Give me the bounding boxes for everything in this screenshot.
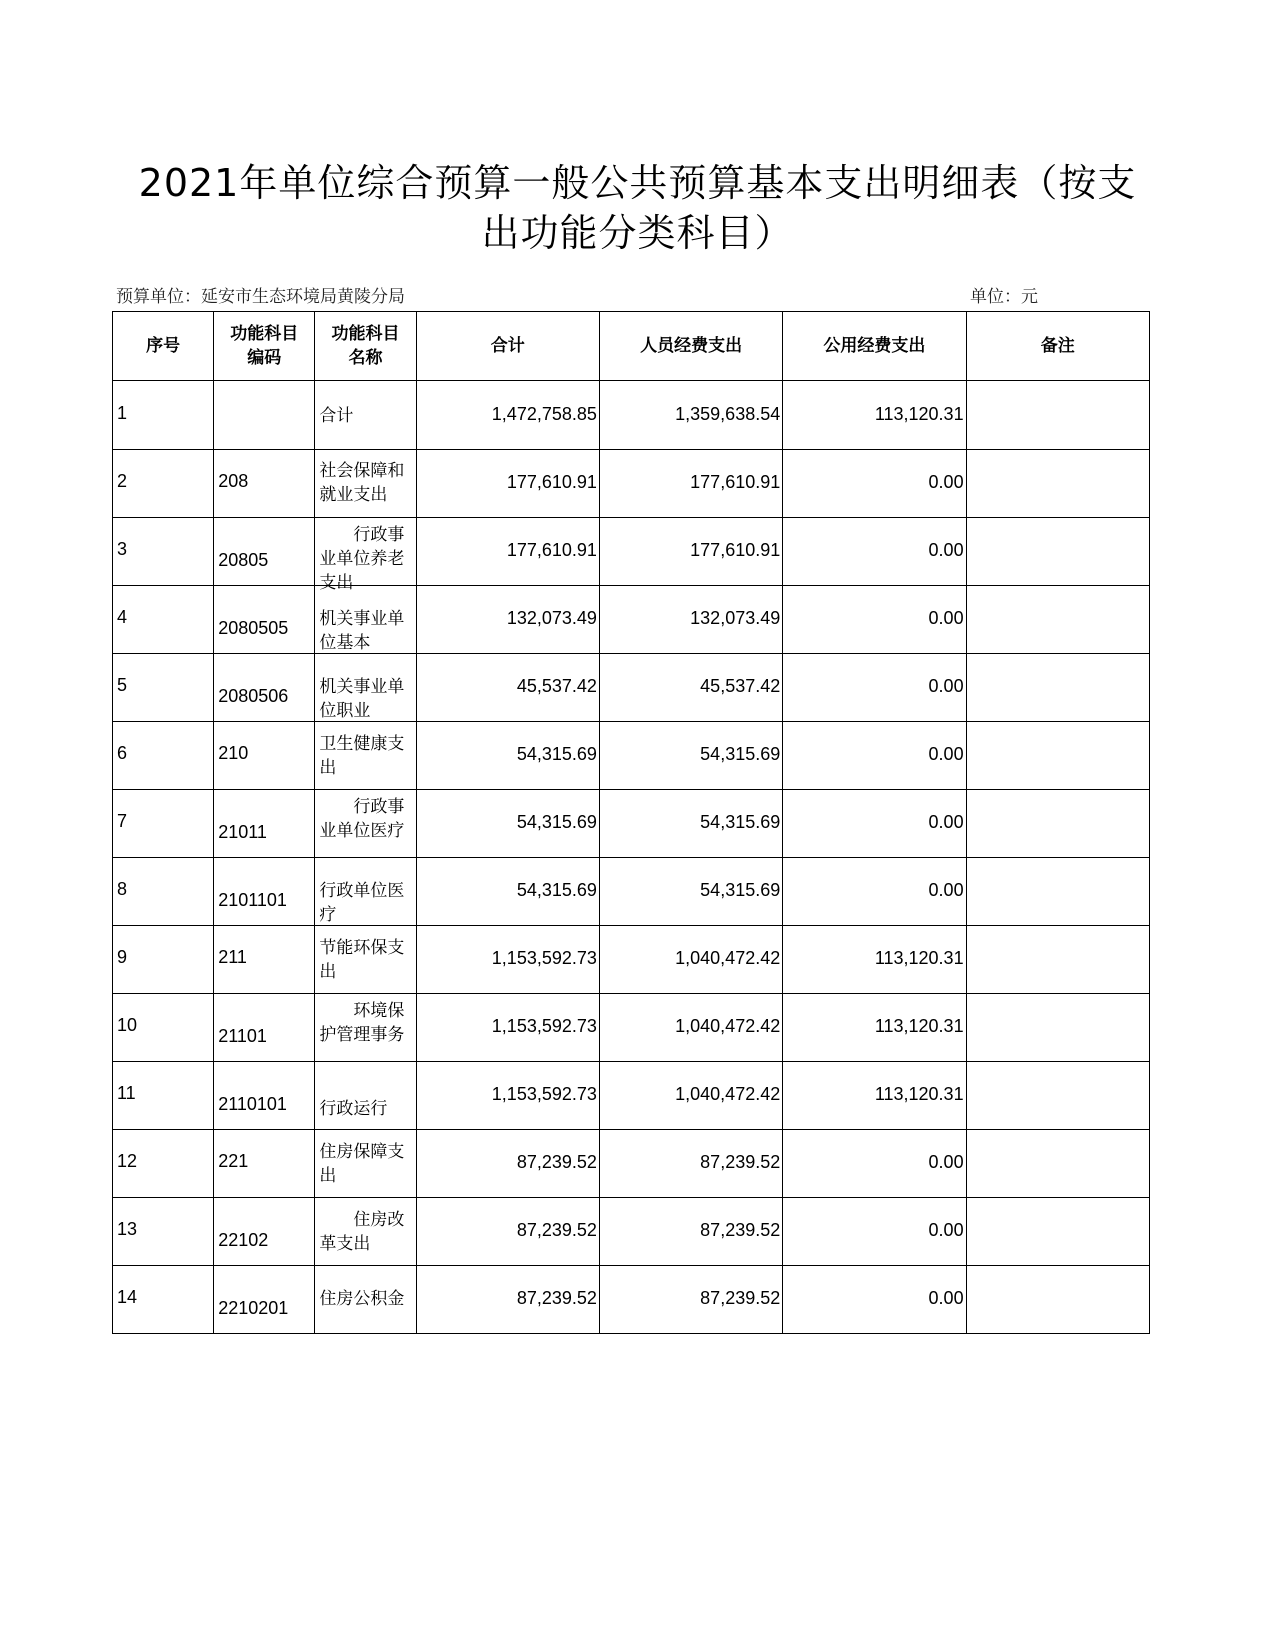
cell-name — [315, 1266, 416, 1334]
cell-name — [315, 722, 416, 790]
cell-name-text: 行政事业单位医疗 — [319, 796, 405, 841]
header-remark: 备注 — [966, 312, 1149, 381]
table-row — [113, 450, 1150, 518]
cell-public: 0.00 — [783, 450, 966, 518]
cell-personnel: 54,315.69 — [599, 858, 782, 926]
cell-total: 87,239.52 — [416, 1130, 599, 1198]
cell-public: 0.00 — [783, 1266, 966, 1334]
cell-code: 20805 — [214, 518, 315, 586]
table-row — [113, 790, 1150, 858]
header-personnel: 人员经费支出 — [599, 312, 782, 381]
table-row — [113, 1198, 1150, 1266]
cell-name — [315, 518, 416, 593]
cell-remark — [966, 790, 1149, 858]
cell-personnel: 45,537.42 — [599, 654, 782, 722]
cell-public: 0.00 — [783, 1130, 966, 1198]
cell-remark — [966, 586, 1149, 654]
cell-seq: 5 — [113, 654, 214, 722]
cell-total: 87,239.52 — [416, 1198, 599, 1266]
cell-remark — [966, 381, 1149, 450]
cell-public: 0.00 — [783, 722, 966, 790]
table-row — [113, 722, 1150, 790]
cell-seq: 1 — [113, 381, 214, 450]
header-code-text: 功能科目编码 — [230, 324, 299, 368]
cell-seq: 12 — [113, 1130, 214, 1198]
cell-code: 211 — [214, 926, 315, 994]
cell-total: 177,610.91 — [416, 450, 599, 518]
cell-personnel: 87,239.52 — [599, 1130, 782, 1198]
cell-code: 208 — [214, 450, 315, 518]
table-row — [113, 858, 1150, 926]
cell-name — [315, 790, 416, 858]
cell-seq: 13 — [113, 1198, 214, 1266]
cell-public: 0.00 — [783, 858, 966, 926]
cell-total: 177,610.91 — [416, 518, 599, 586]
cell-name-text: 节能环保支出 — [319, 937, 405, 982]
cell-public: 0.00 — [783, 518, 966, 586]
cell-name-text: 社会保障和就业支出 — [319, 460, 405, 505]
cell-personnel: 87,239.52 — [599, 1198, 782, 1266]
table-row — [113, 994, 1150, 1062]
cell-total: 1,153,592.73 — [416, 994, 599, 1062]
cell-seq: 8 — [113, 858, 214, 926]
cell-code: 221 — [214, 1130, 315, 1198]
table-row — [113, 1130, 1150, 1198]
table-row — [113, 518, 1150, 586]
cell-seq: 3 — [113, 518, 214, 586]
budget-unit-label: 预算单位：延安市生态环境局黄陵分局 — [116, 287, 405, 307]
cell-code: 2110101 — [214, 1062, 315, 1130]
header-name — [315, 312, 416, 381]
cell-name-text: 机关事业单位职业 — [319, 676, 405, 721]
table-row — [113, 1266, 1150, 1334]
table-row — [113, 926, 1150, 994]
cell-personnel: 132,073.49 — [599, 586, 782, 654]
cell-name — [315, 654, 416, 722]
cell-personnel: 87,239.52 — [599, 1266, 782, 1334]
cell-personnel: 177,610.91 — [599, 518, 782, 586]
header-total: 合计 — [416, 312, 599, 381]
page-title — [0, 158, 1275, 258]
cell-total: 54,315.69 — [416, 722, 599, 790]
cell-seq: 4 — [113, 586, 214, 654]
cell-name-text: 卫生健康支出 — [319, 733, 405, 778]
cell-name — [315, 586, 416, 654]
cell-seq: 14 — [113, 1266, 214, 1334]
cell-remark — [966, 518, 1149, 586]
title-line-1: 2021年单位综合预算一般公共预算基本支出明细表（按支 — [138, 161, 1137, 205]
cell-public: 113,120.31 — [783, 994, 966, 1062]
cell-remark — [966, 722, 1149, 790]
table-row — [113, 381, 1150, 450]
table-row — [113, 654, 1150, 722]
cell-code: 210 — [214, 722, 315, 790]
cell-seq: 10 — [113, 994, 214, 1062]
cell-name-text: 住房公积金 — [319, 1288, 405, 1309]
cell-seq: 7 — [113, 790, 214, 858]
table-header-row — [113, 312, 1150, 381]
cell-personnel: 1,359,638.54 — [599, 381, 782, 450]
cell-code: 2080505 — [214, 586, 315, 654]
table-row — [113, 1062, 1150, 1130]
cell-code: 2080506 — [214, 654, 315, 722]
cell-public: 113,120.31 — [783, 926, 966, 994]
header-public: 公用经费支出 — [783, 312, 966, 381]
cell-public: 113,120.31 — [783, 381, 966, 450]
cell-personnel: 1,040,472.42 — [599, 926, 782, 994]
cell-public: 0.00 — [783, 1198, 966, 1266]
cell-remark — [966, 994, 1149, 1062]
cell-remark — [966, 450, 1149, 518]
header-seq: 序号 — [113, 312, 214, 381]
cell-public: 0.00 — [783, 586, 966, 654]
cell-total: 54,315.69 — [416, 858, 599, 926]
header-name-text: 功能科目名称 — [331, 324, 400, 368]
cell-personnel: 1,040,472.42 — [599, 994, 782, 1062]
cell-name-text: 机关事业单位基本 — [319, 608, 405, 653]
cell-remark — [966, 1130, 1149, 1198]
cell-total: 1,153,592.73 — [416, 1062, 599, 1130]
cell-name — [315, 1062, 416, 1130]
cell-public: 0.00 — [783, 654, 966, 722]
title-line-2: 出功能分类科目） — [481, 211, 794, 255]
cell-seq: 2 — [113, 450, 214, 518]
cell-total: 132,073.49 — [416, 586, 599, 654]
cell-name — [315, 450, 416, 518]
currency-unit-label: 单位：元 — [970, 287, 1038, 307]
cell-code — [214, 381, 315, 450]
cell-code: 2101101 — [214, 858, 315, 926]
cell-personnel: 54,315.69 — [599, 722, 782, 790]
cell-name-text: 行政运行 — [319, 1098, 388, 1119]
cell-name-text: 住房改革支出 — [319, 1209, 405, 1254]
cell-remark — [966, 654, 1149, 722]
cell-public: 0.00 — [783, 790, 966, 858]
cell-code: 21101 — [214, 994, 315, 1062]
cell-remark — [966, 1198, 1149, 1266]
cell-name-text: 行政单位医疗 — [319, 880, 405, 925]
cell-remark — [966, 858, 1149, 926]
cell-total: 1,153,592.73 — [416, 926, 599, 994]
cell-total: 54,315.69 — [416, 790, 599, 858]
cell-name — [315, 1130, 416, 1198]
cell-name-text: 环境保护管理事务 — [319, 1000, 405, 1045]
cell-remark — [966, 1266, 1149, 1334]
cell-total: 87,239.52 — [416, 1266, 599, 1334]
cell-remark — [966, 1062, 1149, 1130]
cell-seq: 9 — [113, 926, 214, 994]
expenditure-table — [112, 311, 1150, 1334]
cell-code: 21011 — [214, 790, 315, 858]
cell-name — [315, 381, 416, 450]
cell-code: 2210201 — [214, 1266, 315, 1334]
cell-name-text: 住房保障支出 — [319, 1141, 405, 1186]
cell-remark — [966, 926, 1149, 994]
cell-public: 113,120.31 — [783, 1062, 966, 1130]
header-code — [214, 312, 315, 381]
cell-code: 22102 — [214, 1198, 315, 1266]
cell-seq: 11 — [113, 1062, 214, 1130]
cell-name — [315, 994, 416, 1062]
cell-name-text: 合计 — [319, 406, 354, 426]
cell-name — [315, 926, 416, 994]
cell-personnel: 1,040,472.42 — [599, 1062, 782, 1130]
cell-personnel: 54,315.69 — [599, 790, 782, 858]
cell-name — [315, 858, 416, 926]
cell-name — [315, 1198, 416, 1266]
cell-personnel: 177,610.91 — [599, 450, 782, 518]
table-row — [113, 586, 1150, 654]
cell-total: 1,472,758.85 — [416, 381, 599, 450]
cell-seq: 6 — [113, 722, 214, 790]
cell-total: 45,537.42 — [416, 654, 599, 722]
cell-name-text: 行政事业单位养老支出 — [319, 524, 405, 593]
